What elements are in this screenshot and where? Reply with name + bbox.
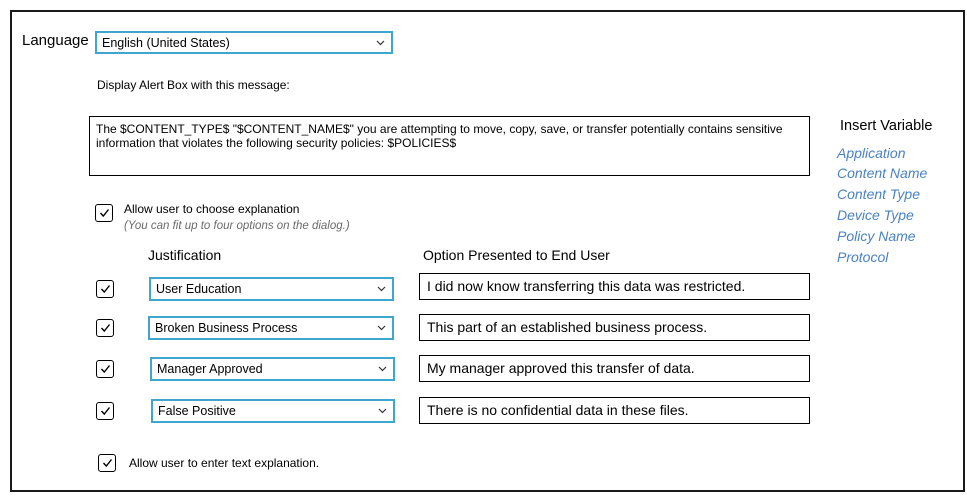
variable-link-policy-name[interactable]: Policy Name bbox=[837, 228, 916, 244]
row-2-checkbox[interactable] bbox=[96, 319, 114, 337]
chevron-down-icon bbox=[376, 323, 386, 333]
row-3-option-input[interactable]: My manager approved this transfer of data. bbox=[419, 355, 810, 382]
variable-link-device-type[interactable]: Device Type bbox=[837, 207, 914, 223]
variable-link-application[interactable]: Application bbox=[837, 145, 906, 161]
checkmark-icon bbox=[100, 323, 111, 333]
checkmark-icon bbox=[100, 406, 111, 416]
row-3-justification-select[interactable] bbox=[150, 357, 395, 381]
row-2-option-input[interactable]: This part of an established business process. bbox=[419, 314, 810, 341]
row-3-justification-value: Manager Approved bbox=[157, 362, 263, 376]
language-select-value: English (United States) bbox=[102, 35, 230, 50]
allow-text-explanation-label: Allow user to enter text explanation. bbox=[129, 456, 320, 470]
chevron-down-icon bbox=[376, 284, 386, 294]
alert-message-label: Display Alert Box with this message: bbox=[97, 78, 290, 92]
allow-text-explanation-checkbox[interactable] bbox=[98, 454, 116, 472]
variable-link-content-type[interactable]: Content Type bbox=[837, 186, 921, 202]
chevron-down-icon bbox=[377, 364, 387, 374]
alert-message-textarea[interactable]: The $CONTENT_TYPE$ "$CONTENT_NAME$" you are attempting to move, copy, save, or transfer potentially contains sensitive information that violates the following security policies: $POLICIES$ bbox=[89, 116, 810, 176]
checkmark-icon bbox=[100, 364, 111, 374]
options-hint: (You can fit up to four options on the dialog.) bbox=[124, 220, 350, 232]
chevron-down-icon bbox=[375, 38, 385, 48]
row-4-option-input[interactable]: There is no confidential data in these files. bbox=[419, 397, 810, 424]
row-1-justification-select[interactable] bbox=[149, 277, 394, 301]
row-4-justification-select[interactable] bbox=[151, 399, 395, 423]
chevron-down-icon bbox=[377, 406, 387, 416]
row-3-checkbox[interactable] bbox=[96, 360, 114, 378]
row-2-justification-select[interactable] bbox=[148, 316, 394, 340]
allow-choose-explanation-checkbox[interactable] bbox=[95, 204, 113, 222]
row-1-option-input[interactable]: I did now know transferring this data was restricted. bbox=[419, 273, 810, 300]
row-4-checkbox[interactable] bbox=[96, 402, 114, 420]
row-2-justification-value: Broken Business Process bbox=[155, 321, 298, 335]
checkmark-icon bbox=[99, 208, 110, 218]
row-4-justification-value: False Positive bbox=[158, 404, 236, 418]
language-select[interactable] bbox=[95, 31, 393, 54]
option-header: Option Presented to End User bbox=[423, 247, 610, 263]
variable-link-protocol[interactable]: Protocol bbox=[837, 249, 889, 265]
allow-choose-explanation-label: Allow user to choose explanation bbox=[124, 202, 300, 216]
checkmark-icon bbox=[100, 284, 111, 294]
language-label: Language bbox=[22, 32, 89, 49]
row-1-checkbox[interactable] bbox=[96, 280, 114, 298]
row-1-justification-value: User Education bbox=[156, 282, 242, 296]
justification-header: Justification bbox=[148, 247, 222, 263]
checkmark-icon bbox=[102, 458, 113, 468]
insert-variable-title: Insert Variable bbox=[840, 118, 933, 134]
variable-link-content-name[interactable]: Content Name bbox=[837, 165, 928, 181]
